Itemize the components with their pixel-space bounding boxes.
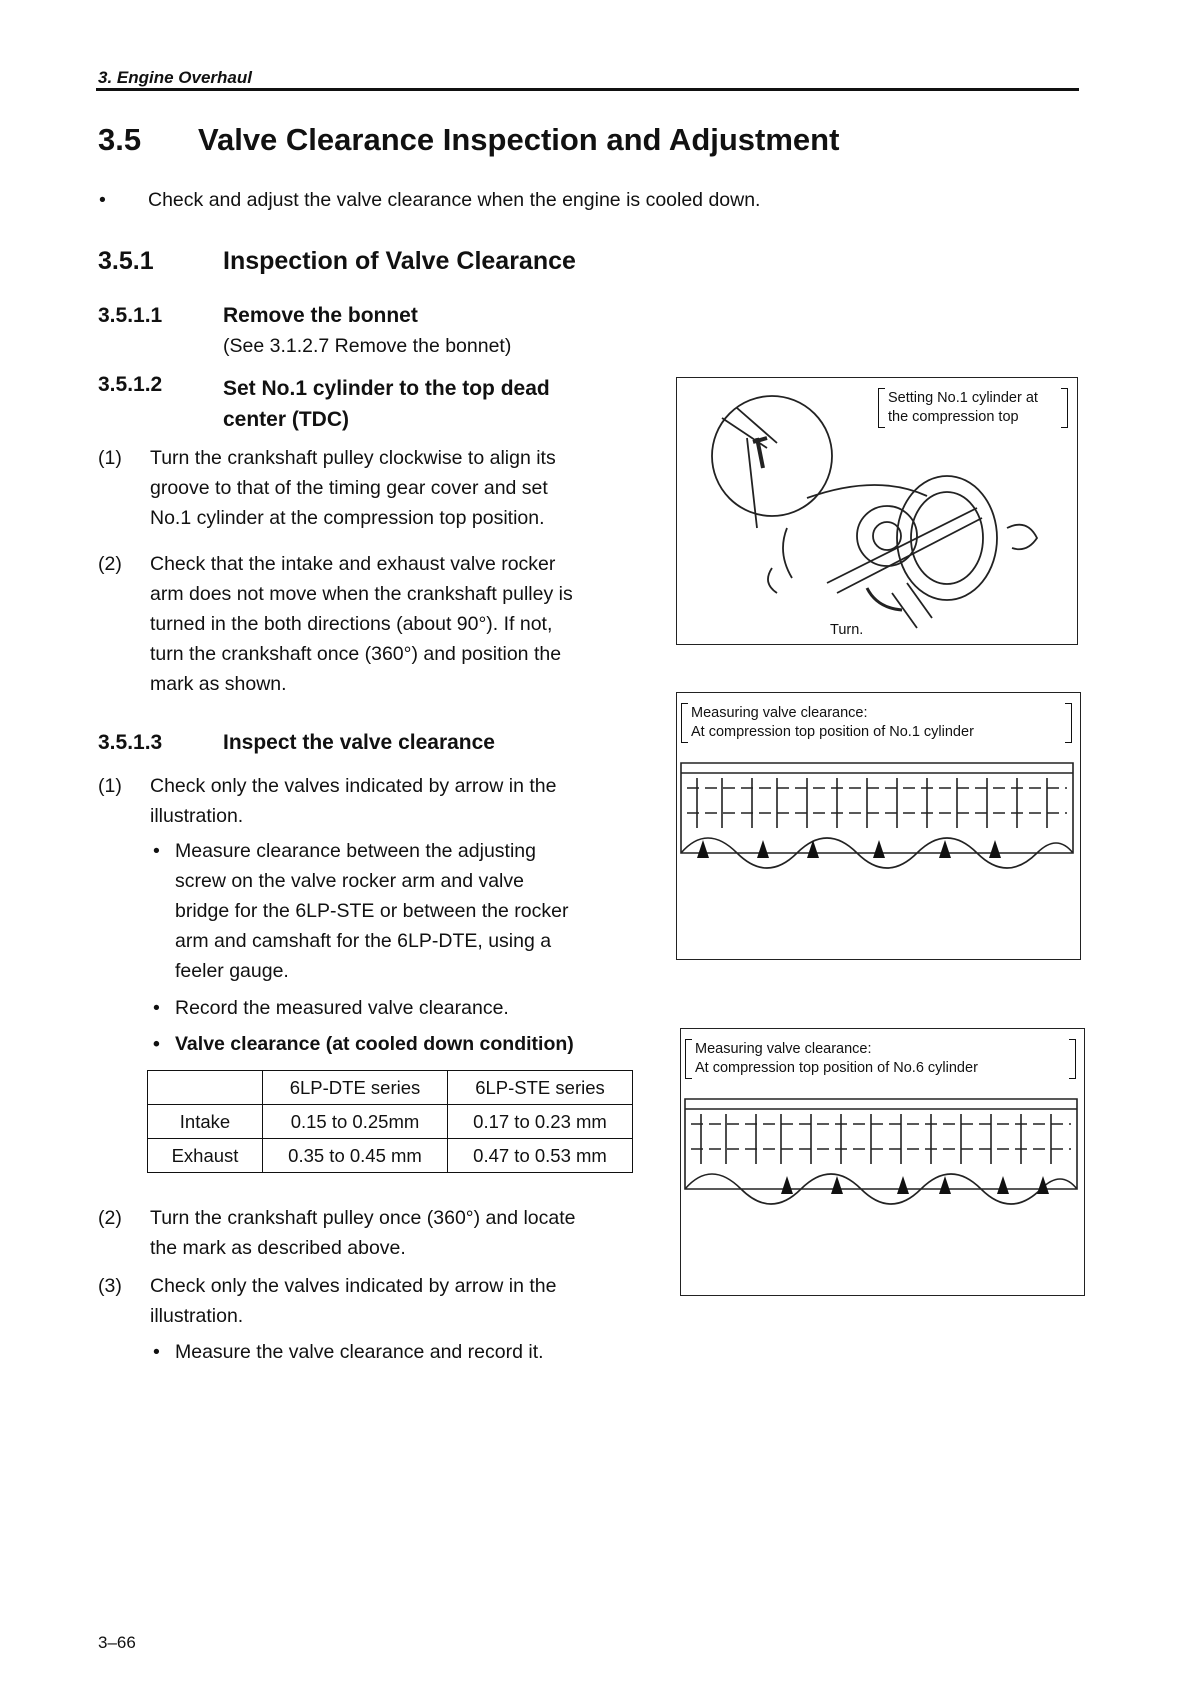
step-line: Check only the valves indicated by arrow in the: [150, 1275, 557, 1297]
cylinder-head-illustration: [677, 753, 1080, 953]
indicator-arrow: [1037, 1176, 1049, 1194]
caption-line: the compression top: [888, 409, 1019, 425]
table-row: [148, 1139, 633, 1173]
caption-line: Measuring valve clearance:: [695, 1041, 872, 1057]
valve-stems: [697, 778, 1047, 828]
indicator-arrow: [873, 840, 885, 858]
detail-lines: [722, 408, 777, 528]
subsection-title: Inspection of Valve Clearance: [223, 247, 576, 275]
caption-line: At compression top position of No.1 cylinder: [691, 724, 974, 740]
table-cell: 0.17 to 0.23 mm: [448, 1105, 633, 1139]
bullet-dot: •: [153, 1033, 160, 1055]
table-header-row: [148, 1071, 633, 1105]
indicator-arrow: [997, 1176, 1009, 1194]
bracket: [1007, 525, 1037, 550]
page-number: 3–66: [98, 1633, 136, 1652]
bullet-text: Record the measured valve clearance.: [175, 997, 509, 1019]
belt: [827, 508, 982, 593]
step-line: illustration.: [150, 1305, 244, 1327]
step-line: mark as shown.: [150, 673, 287, 695]
table-cell: 6LP-DTE series: [263, 1071, 448, 1105]
bullet-dot: •: [153, 1341, 160, 1363]
step-line: Turn the crankshaft pulley clockwise to align its: [150, 447, 556, 469]
step-line: Turn the crankshaft pulley once (360°) and locate: [150, 1207, 576, 1229]
indicator-arrow: [697, 840, 709, 858]
step-line: the mark as described above.: [150, 1237, 406, 1259]
bullet-line: Measure clearance between the adjusting: [175, 840, 536, 862]
section-number: 3.5: [98, 122, 142, 157]
title-line: Set No.1 cylinder to the top dead: [223, 377, 550, 400]
rocker-arms: [691, 1124, 1071, 1149]
step-text: [150, 443, 638, 533]
subsubsection-title: Remove the bonnet: [223, 304, 418, 327]
timing-cover-outline: [807, 485, 927, 498]
step-number: (3): [98, 1275, 122, 1297]
step-line: Check that the intake and exhaust valve rocker: [150, 553, 556, 575]
step-line: illustration.: [150, 805, 244, 827]
header-rule: [96, 88, 1079, 91]
step-text: [150, 1271, 638, 1331]
indicator-arrow: [989, 840, 1001, 858]
rocker-arms: [687, 788, 1067, 813]
engine-housing: [768, 528, 792, 593]
step-number: (2): [98, 553, 122, 575]
table-cell: Intake: [148, 1105, 263, 1139]
wrench-handle: [892, 583, 932, 628]
indicator-arrow: [897, 1176, 909, 1194]
valve-clearance-table: [147, 1070, 633, 1173]
caption-bracket-left: [681, 703, 688, 743]
subsubsection-title: [223, 373, 550, 435]
caption-bracket-left: [878, 388, 885, 428]
bullet-text: Measure the valve clearance and record it.: [175, 1341, 544, 1363]
indicator-arrow: [781, 1176, 793, 1194]
subsubsection-number: 3.5.1.3: [98, 731, 163, 754]
step-text: [150, 1203, 638, 1263]
table-row: [148, 1105, 633, 1139]
bullet-dot: •: [153, 997, 160, 1019]
subsection-number: 3.5.1: [98, 247, 154, 275]
table-cell: Exhaust: [148, 1139, 263, 1173]
turn-label: Turn.: [830, 622, 864, 638]
step-text: [150, 549, 638, 699]
indicator-arrow: [831, 1176, 843, 1194]
table-cell: 6LP-STE series: [448, 1071, 633, 1105]
valve-stems: [701, 1114, 1051, 1164]
head-outline: [681, 763, 1073, 853]
figure-caption: [691, 704, 974, 742]
bullet-line: bridge for the 6LP-STE or between the rocker: [175, 900, 569, 922]
bullet-text: Valve clearance (at cooled down condition): [175, 1033, 574, 1055]
step-line: No.1 cylinder at the compression top position.: [150, 507, 545, 529]
bullet-dot: •: [99, 189, 106, 211]
table-cell: 0.35 to 0.45 mm: [263, 1139, 448, 1173]
title-line: center (TDC): [223, 408, 350, 431]
figure-valve-no1: [676, 692, 1081, 960]
caption-bracket-right: [1069, 1039, 1076, 1079]
figure-valve-no6: [680, 1028, 1085, 1296]
step-text: [150, 771, 638, 831]
subsubsection-number: 3.5.1.1: [98, 304, 163, 327]
caption-line: Setting No.1 cylinder at: [888, 390, 1038, 406]
table-cell: [148, 1071, 263, 1105]
bullet-text: [175, 836, 638, 986]
bullet-line: screw on the valve rocker arm and valve: [175, 870, 524, 892]
bullet-line: feeler gauge.: [175, 960, 289, 982]
caption-line: Measuring valve clearance:: [691, 705, 868, 721]
step-line: turned in the both directions (about 90°). If not,: [150, 613, 553, 635]
indicator-arrow: [939, 840, 951, 858]
pulley-groove: [911, 492, 983, 584]
step-line: turn the crankshaft once (360°) and position the: [150, 643, 562, 665]
step-line: groove to that of the timing gear cover and set: [150, 477, 548, 499]
indicator-arrow: [757, 840, 769, 858]
subsubsection-title: Inspect the valve clearance: [223, 731, 495, 754]
running-header: 3. Engine Overhaul: [98, 68, 252, 87]
caption-bracket-right: [1061, 388, 1068, 428]
section-title: Valve Clearance Inspection and Adjustment: [198, 122, 840, 157]
cylinder-head-illustration: [681, 1089, 1084, 1289]
step-line: arm does not move when the crankshaft pulley is: [150, 583, 573, 605]
bullet-dot: •: [153, 840, 160, 862]
step-number: (1): [98, 447, 122, 469]
step-number: (2): [98, 1207, 122, 1229]
subsubsection-number: 3.5.1.2: [98, 373, 163, 396]
intro-bullet: Check and adjust the valve clearance when the engine is cooled down.: [148, 189, 761, 211]
caption-bracket-right: [1065, 703, 1072, 743]
step-number: (1): [98, 775, 122, 797]
figure-caption: [888, 389, 1038, 427]
table-cell: 0.47 to 0.53 mm: [448, 1139, 633, 1173]
bullet-line: arm and camshaft for the 6LP-DTE, using a: [175, 930, 552, 952]
figure-caption: [695, 1040, 978, 1078]
crankshaft-pulley: [897, 476, 997, 600]
step-line: Check only the valves indicated by arrow in the: [150, 775, 557, 797]
head-outline: [685, 1099, 1077, 1189]
magnified-detail-circle: [712, 396, 832, 516]
cross-reference: (See 3.1.2.7 Remove the bonnet): [223, 335, 512, 357]
table-cell: 0.15 to 0.25mm: [263, 1105, 448, 1139]
caption-line: At compression top position of No.6 cylinder: [695, 1060, 978, 1076]
figure-crankshaft-pulley: [676, 377, 1078, 645]
caption-bracket-left: [685, 1039, 692, 1079]
indicator-arrow: [939, 1176, 951, 1194]
